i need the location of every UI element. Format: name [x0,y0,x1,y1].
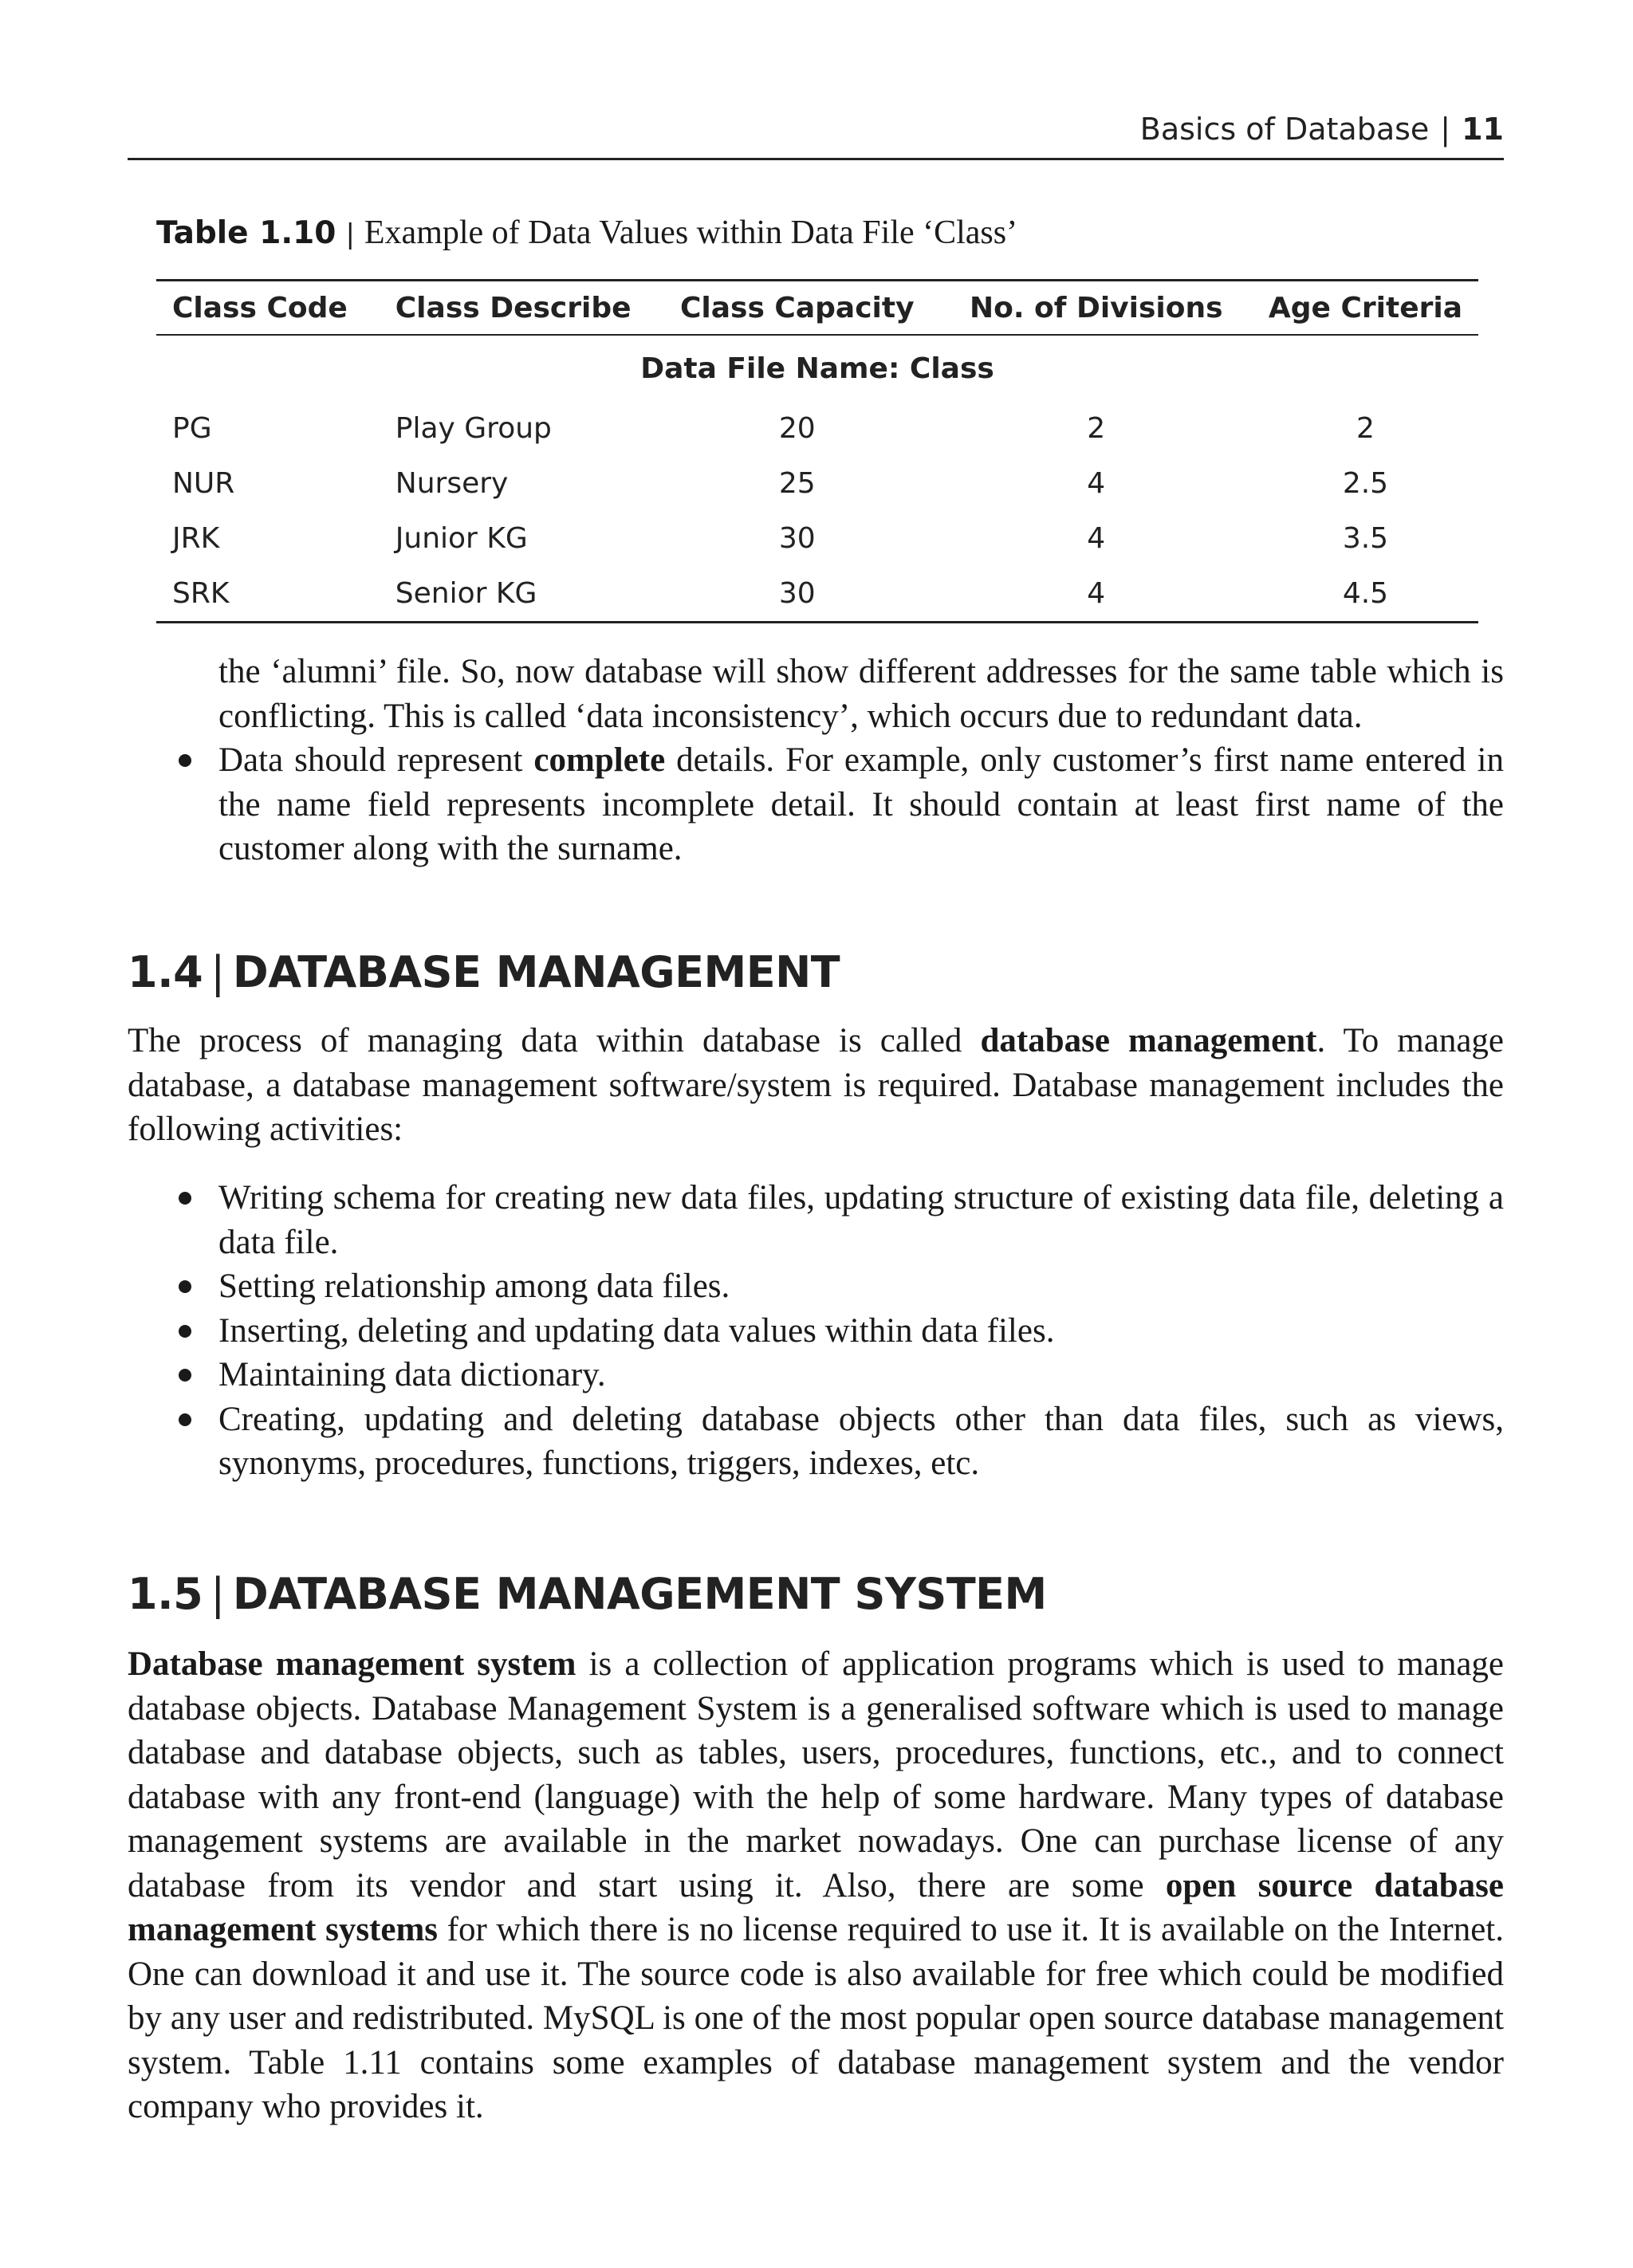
class-data-table [156,279,1478,623]
cell-no-of-divisions: 4 [1087,467,1106,500]
cell-class-code: JRK [172,522,220,555]
list-item [218,1264,1504,1309]
section-number: 1.4 [128,947,203,997]
cell-class-capacity: 30 [778,577,816,610]
bullet-text: Inserting, deleting and updating data values within data files. [218,1311,1055,1350]
bullet-bold-term: complete [533,741,666,779]
table-row [156,511,1478,566]
cell-age-criteria: 4.5 [1342,577,1389,610]
section-heading-1-4 [128,947,840,997]
bullet-text: details. For example, only customer’s first name entered in the name field represents incomplete detail. It should contain at least first name of the customer along with the surname. [218,741,1504,867]
section-separator: | [211,1569,225,1619]
section-1-4-bullet-block [218,1176,1504,1486]
data-file-name: Data File Name: Class [640,352,994,385]
bullet-text: Maintaining data dictionary. [218,1356,606,1393]
table-caption-separator: | [345,218,355,250]
paragraph-text: The process of managing data within database is called [128,1022,981,1059]
header-no-of-divisions: No. of Divisions [940,281,1253,336]
cell-class-describe: Nursery [395,467,509,500]
header-class-describe: Class Describe [380,281,655,336]
header-class-code: Class Code [156,281,380,336]
bullet-icon [179,754,191,767]
file-name-row [156,335,1478,401]
bullet-icon [179,1192,191,1205]
bullet-text: Data should represent [218,741,534,779]
continuation-block [218,650,1504,871]
cell-class-capacity: 20 [778,412,816,445]
list-item [218,738,1504,871]
bullet-icon [179,1369,191,1382]
cell-class-code: NUR [172,467,235,500]
cell-no-of-divisions: 2 [1087,412,1106,445]
section-1-4-paragraph [128,1019,1504,1152]
cell-class-describe: Junior KG [395,522,528,555]
section-title: DATABASE MANAGEMENT SYSTEM [232,1569,1047,1619]
cell-class-code: SRK [172,577,230,610]
bullet-icon [179,1325,191,1338]
header-class-capacity: Class Capacity [655,281,940,336]
paragraph-text: for which there is no license required to use it. It is available on the Internet. One can download it and use it. The source code is also available for free which could be modified by any user and redistributed. MySQL is one of the most popular open source database management system. Table 1.11 contains some examples of database management system and the vendor company who provides it. [128,1911,1504,2125]
bullet-text: Setting relationship among data files. [218,1268,730,1305]
page-number: 11 [1462,112,1504,147]
bullet-icon [179,1413,191,1426]
header-age-criteria: Age Criteria [1253,281,1478,336]
cell-age-criteria: 3.5 [1342,522,1389,555]
paragraph-text: is a collection of application programs which is used to manage database objects. Database Management System is a generalised software which is used to manage database and database objects, such as tables, users, procedures, functions, etc., and to connect database with any front-end (language) with the help of some hardware. Many types of database management systems are available in the market nowadays. One can purchase license of any database from its vendor and start using it. Also, there are some [128,1645,1504,1904]
running-head-separator: | [1440,112,1451,147]
bold-term: open source database management systems [128,1866,1505,1948]
continuation-paragraph: the ‘alumni’ file. So, now database will show different addresses for the same table which is conflicting. This is called ‘data inconsistency’, which occurs due to redundant data. [218,653,1504,735]
list-item [218,1353,1504,1397]
section-title: DATABASE MANAGEMENT [232,947,840,997]
bold-term: Database management system [128,1645,576,1683]
table-caption [156,214,1017,252]
cell-class-describe: Senior KG [395,577,537,610]
section-1-5-paragraph [128,1642,1504,2129]
table-header-row [156,281,1478,336]
section-number: 1.5 [128,1569,203,1619]
bullet-text: Writing schema for creating new data files, updating structure of existing data file, deleting a data file. [218,1179,1504,1261]
cell-no-of-divisions: 4 [1087,522,1106,555]
cell-class-capacity: 30 [778,522,816,555]
cell-class-describe: Play Group [395,412,552,445]
paragraph-text: . To manage database, a database management software/system is required. Database management includes the following activities: [128,1022,1504,1148]
bullet-icon [179,1280,191,1293]
running-head [128,112,1504,160]
table-caption-label: Table 1.10 [156,215,336,251]
section-heading-1-5 [128,1569,1047,1619]
table-row [156,566,1478,623]
list-item [218,1309,1504,1354]
bold-term: database management [980,1022,1317,1059]
list-item [218,1176,1504,1264]
section-separator: | [211,947,225,997]
running-head-title: Basics of Database [1139,112,1430,147]
bullet-text: Creating, updating and deleting database objects other than data files, such as views, synonyms, procedures, functions, triggers, indexes, etc. [218,1400,1504,1482]
table-row [156,401,1478,456]
cell-age-criteria: 2.5 [1342,467,1389,500]
cell-class-code: PG [172,412,212,445]
table-caption-text: Example of Data Values within Data File ‘Class’ [364,214,1018,251]
cell-class-capacity: 25 [778,467,816,500]
cell-no-of-divisions: 4 [1087,577,1106,610]
list-item [218,1397,1504,1486]
table-row [156,456,1478,511]
cell-age-criteria: 2 [1356,412,1375,445]
continuation-bullet-list [218,738,1504,871]
activities-bullet-list [218,1176,1504,1486]
